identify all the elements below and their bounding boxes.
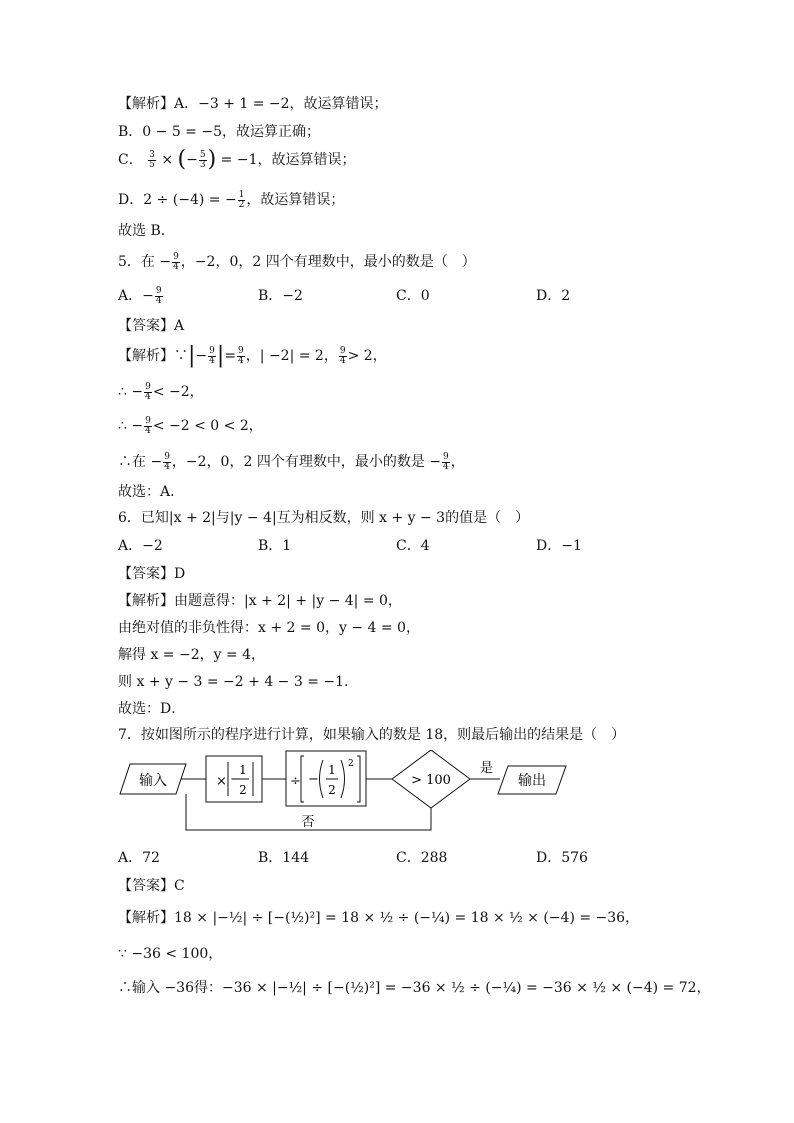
prev-solution-line-d: D．2 ÷ (−4) = − $\frac{1}{2}$ ，故运算错误； xyxy=(118,189,345,210)
box2-numerator: 1 xyxy=(328,763,336,777)
yes-label: 是 xyxy=(480,761,494,776)
output-label: 输出 xyxy=(518,773,546,789)
q6-solution-2: 由绝对值的非负性得：x + 2 = 0，y − 4 = 0， xyxy=(118,620,420,636)
box2-exponent: 2 xyxy=(348,759,354,769)
q7-answer: 【答案】C xyxy=(118,878,185,894)
q6-stem: 6．已知|x + 2|与|y − 4|互为相反数，则 x + y − 3的值是（ ） xyxy=(118,510,530,526)
q7-option-b: B．144 xyxy=(258,850,310,866)
q5-stem: 5．在 − $\frac{9}{4}$ ，−2，0，2 四个有理数中，最小的数是（ ） xyxy=(118,251,476,272)
q5-conclusion: 故选：A. xyxy=(118,484,175,500)
box1-numerator: 1 xyxy=(239,763,247,777)
box1-denominator: 2 xyxy=(239,783,247,797)
box2-sign: − xyxy=(308,772,319,787)
q6-option-b: B．1 xyxy=(258,538,292,554)
input-label: 输入 xyxy=(139,773,167,789)
q7-flowchart xyxy=(118,750,578,840)
divide-sign: ÷ xyxy=(290,774,301,789)
q5-solution-3: ∴ − $\frac{9}{4}$ < −2 < 0 < 2， xyxy=(118,415,263,436)
q6-solution-4: 则 x + y − 3 = −2 + 4 − 3 = −1. xyxy=(118,674,349,690)
q5-option-c: C．0 xyxy=(396,288,430,304)
box2-denominator: 2 xyxy=(328,783,336,797)
q7-solution-3: ∴输入 −36得：−36 × |−½| ÷ [−(½)²] = −36 × ½ ÷ (−¼) = −36 × ½ × (−4) = 72， xyxy=(118,980,711,996)
q7-option-a: A．72 xyxy=(118,850,160,866)
no-label: 否 xyxy=(301,815,315,830)
q7-option-d: D．576 xyxy=(536,850,588,866)
prev-solution-line-a: 【解析】A．−3 + 1 = −2，故运算错误； xyxy=(118,96,388,112)
condition-label: > 100 xyxy=(411,773,451,788)
q5-solution-1: 【解析】∵|− $\frac{9}{4}$ |= $\frac{9}{4}$ ，| −2| = 2， $\frac{9}{4}$ > 2， xyxy=(118,343,387,368)
box1-sign: − xyxy=(230,772,241,787)
q7-solution-1: 【解析】18 × |−½| ÷ [−(½)²] = 18 × ½ ÷ (−¼) = 18 × ½ × (−4) = −36， xyxy=(118,910,640,926)
prev-solution-line-b: B．0 − 5 = −5，故运算正确； xyxy=(118,124,321,140)
q7-stem: 7．按如图所示的程序进行计算，如果输入的数是 18，则最后输出的结果是（ ） xyxy=(118,727,626,743)
q6-answer: 【答案】D xyxy=(118,566,186,582)
q6-option-a: A．−2 xyxy=(118,538,163,554)
q6-solution-1: 【解析】由题意得：|x + 2| + |y − 4| = 0， xyxy=(118,593,402,609)
q5-option-d: D．2 xyxy=(536,288,571,304)
q5-option-a: A．− $\frac{9}{4}$ xyxy=(118,285,162,306)
q5-solution-2: ∴ − $\frac{9}{4}$ < −2， xyxy=(118,381,204,402)
q5-solution-4: ∴在 − $\frac{9}{4}$ ，−2，0，2 四个有理数中，最小的数是 − $\frac{9}{4}$ ， xyxy=(118,451,465,472)
q6-solution-3: 解得 x = −2，y = 4， xyxy=(118,647,266,663)
q6-conclusion: 故选：D． xyxy=(118,701,186,717)
prev-solution-line-c: C． $\frac{3}{5}$ × (− $\frac{5}{3}$ ) = −1，故运算错误； xyxy=(118,147,356,172)
q6-option-d: D．−1 xyxy=(536,538,582,554)
q7-option-c: C．288 xyxy=(396,850,448,866)
multiply-sign: × xyxy=(216,774,227,789)
q5-option-b: B．−2 xyxy=(258,288,303,304)
q5-answer: 【答案】A xyxy=(118,318,185,334)
q6-option-c: C．4 xyxy=(396,538,430,554)
q7-solution-2: ∵ −36 < 100， xyxy=(118,946,223,962)
prev-conclusion: 故选 B． xyxy=(118,223,175,239)
